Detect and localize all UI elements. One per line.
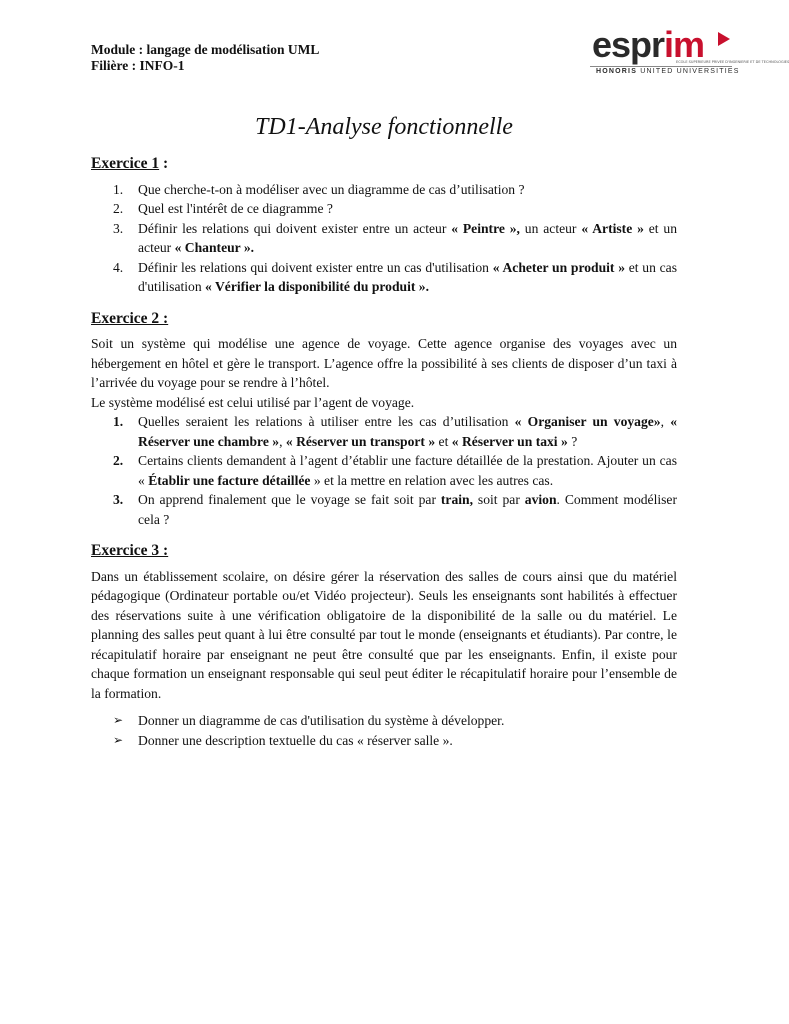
exercise-2-heading: Exercice 2 :	[91, 309, 169, 327]
list-item: 4. Définir les relations qui doivent exister entre un cas d'utilisation « Acheter un produit » et un cas d'utilisation « Vérifier la disponibilité du produit ».	[113, 259, 677, 294]
exercise-3-list	[91, 711, 677, 750]
logo-triangle-icon	[718, 32, 730, 46]
module-line: Module : langage de modélisation UML	[91, 42, 320, 57]
exercise-3-intro: Dans un établissement scolaire, on désire gérer la réservation des salles de cours ainsi que du matériel pédagogique (Ordinateur portable ou/et Vidéo projecteur). Seuls les enseignants sont habilités à effectuer des réservations suite à une vérification obligatoire de la disponibilité de la salle ou du matériel. Le planning des salles peut quant à lui être consulté par tout le monde (enseignants et étudiants). Par contre, le récapitulatif horaire par enseignant ne peut être consulté que par les enseignants. Enfin, il existe pour chaque formation un enseignant responsable qui seul peut éditer le récapitulatif horaire pour l’ensemble de la formation.	[91, 568, 677, 701]
list-item: ➢ Donner un diagramme de cas d'utilisation du système à développer.	[91, 711, 677, 731]
list-item: 3. Définir les relations qui doivent exister entre un acteur « Peintre », un acteur « Artiste » et un acteur « Chanteur ».	[113, 220, 678, 255]
page-title: TD1-Analyse fonctionnelle	[255, 114, 513, 140]
course-header	[91, 42, 319, 74]
list-item: 2. Quel est l'intérêt de ce diagramme ?	[113, 201, 333, 216]
list-item: 2. Certains clients demandent à l’agent d’établir une facture détaillée de la prestation. Ajouter un cas « Établir une facture détaillée » et la mettre en relation avec les autres cas.	[113, 453, 677, 488]
exercise-1-heading: Exercice 1 :	[91, 155, 169, 172]
list-item: 1. Que cherche-t-on à modéliser avec un diagramme de cas d’utilisation ?	[113, 181, 525, 197]
list-item: 1. Quelles seraient les relations à utiliser entre les cas d’utilisation « Organiser un voyage», « Réserver une chambre », « Réserver un transport » et « Réserver un taxi » ?	[113, 414, 677, 449]
logo-divider	[590, 66, 732, 67]
document-body	[91, 154, 677, 750]
arrow-bullet-icon: ➢	[113, 713, 124, 727]
exercise-2-list	[91, 412, 677, 529]
esprim-logo	[590, 24, 789, 80]
list-item: 3. On apprend finalement que le voyage se fait soit par train, soit par avion. Comment modéliser cela ?	[113, 492, 677, 527]
exercise-1-list	[91, 180, 677, 297]
logo-tagline: ECOLE SUPERIEURE PRIVEE D'INGENIERIE ET DE TECHNOLOGIES	[676, 60, 789, 64]
list-item: ➢ Donner une description textuelle du cas « réserver salle ».	[91, 731, 677, 751]
filiere-line: Filière : INFO-1	[91, 58, 185, 73]
logo-subtitle: HONORIS UNITED UNIVERSITIES	[596, 68, 740, 75]
exercise-3-heading: Exercice 3 :	[91, 542, 169, 559]
arrow-bullet-icon: ➢	[113, 732, 124, 747]
exercise-2-intro: Soit un système qui modélise une agence de voyage. Cette agence organise des voyages avec un hébergement en hôtel et gère le transport. L’agence offre la possibilité à ses clients de disposer d’un taxi à l’arrivée du voyage pour se rendre à l’hôtel.	[91, 336, 677, 390]
exercise-2-intro-2: Le système modélisé est celui utilisé par l’agent de voyage.	[91, 394, 415, 410]
logo-wordmark: esprim	[592, 24, 705, 65]
